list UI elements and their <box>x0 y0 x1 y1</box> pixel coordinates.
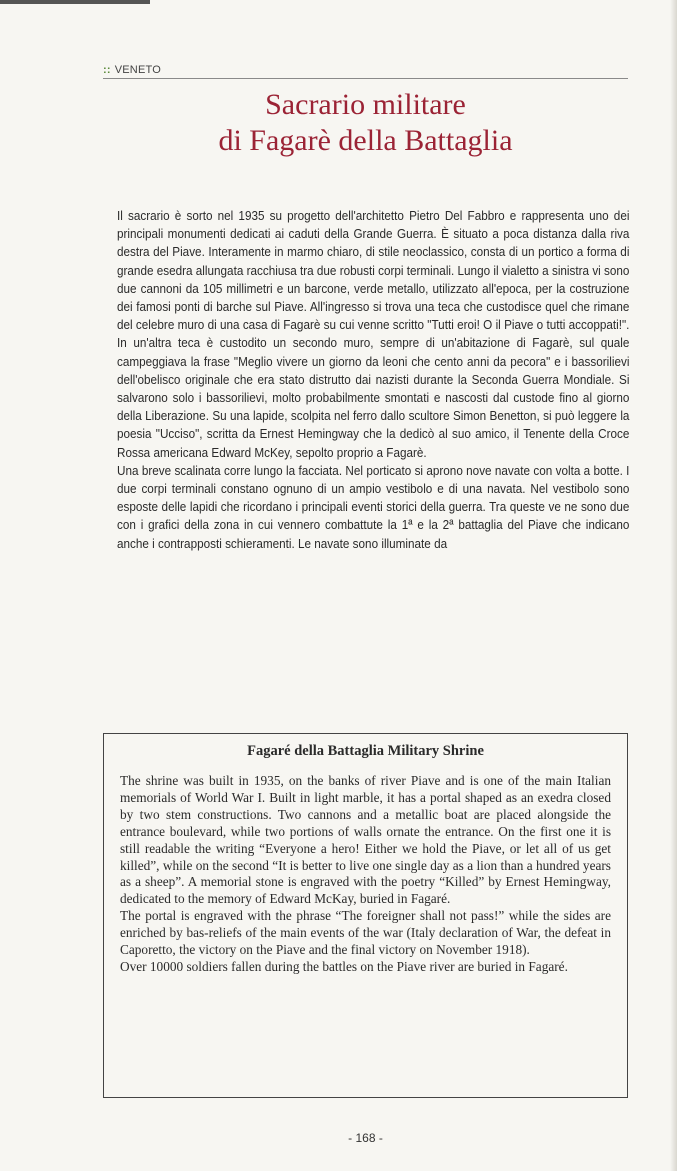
section-header <box>103 64 628 79</box>
top-rule <box>0 0 150 4</box>
section-bullet: :: <box>103 64 111 76</box>
section-label: VENETO <box>114 64 161 76</box>
english-summary-paragraph-1: The shrine was built in 1935, on the banks of river Piave and is one of the main Italian memorials of World War I. Built in light marble, it has a portal shaped as an exedra closed by two stem constructions. Two cannons and a metallic boat are placed alongside the entrance boulevard, while two portions of walls ornate the entrance. On the first one it is still readable the writing “Everyone a hero! Either we hold the Piave, or let all of us get killed”, while on the second “It is better to live one single day as a lion than a hundred years as a sheep”. A memorial stone is engraved with the poetry “Killed” by Ernest Hemingway, dedicated to the memory of Edward McKay, buried in Fagaré. <box>120 773 611 907</box>
english-summary-text <box>120 773 611 976</box>
english-summary-box <box>103 733 628 1098</box>
article-paragraph-1: Il sacrario è sorto nel 1935 su progetto dell'architetto Pietro Del Fabbro e rappresenta uno dei principali monumenti dedicati ai caduti della Grande Guerra. È situato a poca distanza dalla riva destra del Piave. Interamente in marmo chiaro, di stile neoclassico, consta di un portico a forma di grande esedra allungata racchiusa tra due robusti corpi terminali. Lungo il vialetto a sinistra vi sono due cannoni da 105 millimetri e un barcone, verde metallo, utilizzato all'epoca, per la costruzione dei famosi ponti di barche sul Piave. All'ingresso si trova una teca che custodisce quel che rimane del celebre muro di una casa di Fagarè su cui venne scritto "Tutti eroi! O il Piave o tutti accoppati!". In un'altra teca è custodito un secondo muro, sempre di un'abitazione di Fagarè, sul quale campeggiava la frase "Meglio vivere un giorno da leoni che cento anni da pecora" e i bassorilievi dell'obelisco originale che era stato distrutto dai nazisti durante la Seconda Guerra Mondiale. Si salvarono solo i bassorilievi, molto probabilmente smontati e nascosti dal custode fino al giorno della Liberazione. Su una lapide, scolpita nel ferro dallo scultore Simon Benetton, si può leggere la poesia "Ucciso", scritta da Ernest Hemingway che la dedicò al suo amico, il Tenente della Croce Rossa americana Edward McKey, sepolto proprio a Fagarè. <box>117 209 630 460</box>
english-summary-paragraph-3: Over 10000 soldiers fallen during the battles on the Piave river are buried in Fagaré. <box>120 958 568 974</box>
page-title <box>103 87 628 159</box>
page-title-line-2: di Fagarè della Battaglia <box>218 124 513 157</box>
page-title-line-1: Sacrario militare <box>265 88 466 121</box>
article-paragraph-2: Una breve scalinata corre lungo la facciata. Nel porticato si aprono nove navate con volta a botte. I due corpi terminali constano ognuno di un ampio vestibolo e di una navata. Nel vestibolo sono esposte delle lapidi che ricordano i principali eventi storici della guerra. Tra queste ve ne sono due con i grafici della zona in cui vennero combattute la 1ª e la 2ª battaglia del Piave che indicano anche i contrapposti schieramenti. Le navate sono illuminate da <box>117 463 630 551</box>
english-summary-paragraph-2: The portal is engraved with the phrase “The foreigner shall not pass!” while the sides are enriched by bas-reliefs of the main events of the war (Italy declaration of War, the defeat in Caporetto, the victory on the Piave and the final victory on November 1918). <box>120 908 611 958</box>
page-number: - 168 - <box>348 1131 383 1145</box>
english-summary-title: Fagaré della Battaglia Military Shrine <box>247 743 484 759</box>
page-edge-shadow <box>670 0 677 1171</box>
article-body <box>117 207 629 553</box>
